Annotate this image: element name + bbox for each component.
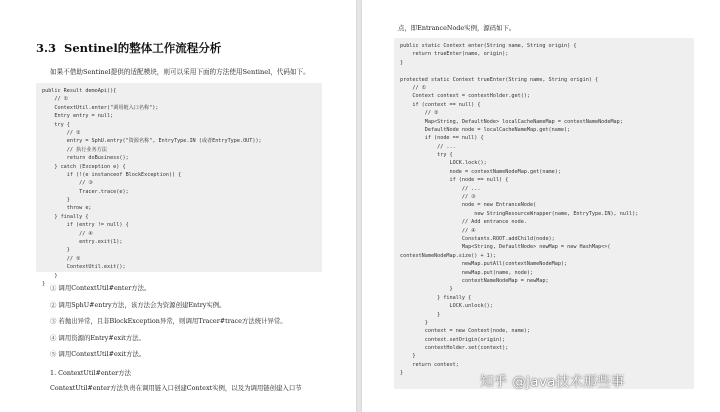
code-line: // ② (42, 129, 81, 136)
code-line: newMap.putAll(contextNameNodeMap); (400, 261, 568, 268)
section-title (36, 40, 221, 56)
code-line: // ⑤ (42, 255, 81, 262)
code-block-true-enter (394, 38, 694, 389)
code-line: new StringResourceWrapper(name, EntryType.IN), null); (400, 210, 639, 217)
code-line: ContextUtil.exit(); (42, 264, 126, 271)
code-line: // ④ (42, 230, 94, 237)
code-line: LOCK.lock(); (400, 160, 487, 167)
code-line: context = new Context(node, name); (400, 328, 530, 335)
code-line: } catch (Exception e) { (42, 163, 126, 170)
code-line: } (42, 247, 70, 254)
code-line: contextHolder.set(context); (400, 345, 509, 352)
code-line: context.setOrigin(origin); (400, 336, 506, 343)
code-line: } (42, 272, 58, 279)
code-line: public Result demoApi(){ (42, 88, 117, 94)
code-line: protected static Context trueEnter(String name, String origin) { (400, 76, 599, 83)
code-line: } (42, 197, 70, 204)
step-item: ③ 若抛出异常，且非BlockException异常，则调用Tracer#trace方法统计异常。 (50, 317, 287, 326)
code-line: } (42, 280, 46, 287)
code-line: // ① (42, 96, 69, 103)
code-line: // ... (400, 143, 456, 150)
step-item: ② 调用SphU#entry方法，该方法会为资源创建Entry实例。 (50, 300, 226, 309)
code-line: Map<String, DefaultNode> localCacheNameMap = contextNameNodeMap; (400, 118, 623, 125)
code-line: } (400, 370, 404, 377)
code-line: // ① (400, 84, 427, 91)
code-line: contextNameNodeMap.size() + 1); (400, 252, 496, 259)
code-line: Entry entry = null; (42, 113, 114, 120)
code-line: node = contextNameNodeMap.get(name); (400, 168, 561, 175)
code-block-demo-api (36, 83, 322, 287)
code-line: throw e; (42, 205, 92, 212)
subheading: 1. ContextUtil#enter方法 (50, 369, 131, 377)
continuation-text: 点，即EntranceNode实例，源码如下。 (398, 24, 516, 32)
code-line: return context; (400, 361, 459, 368)
code-line: LOCK.unlock(); (400, 303, 493, 310)
code-line: DefaultNode node = localCacheNameMap.get(name); (400, 126, 571, 133)
code-line: // Add entrance node. (400, 219, 527, 226)
code-line: return doBusiness(); (42, 155, 129, 162)
code-line: if (context == null) { (400, 101, 481, 108)
right-page (362, 0, 720, 412)
code-line: Tracer.trace(e); (42, 188, 129, 195)
code-line: Constants.ROOT.addChild(node); (400, 235, 555, 242)
code-line: // ... (400, 185, 481, 192)
code-line: if (node == null) { (400, 177, 509, 184)
code-line: } (400, 59, 404, 66)
code-line: try { (42, 121, 70, 128)
code-line: if (entry != null) { (42, 222, 129, 229)
step-item: ① 调用ContextUtil#enter方法。 (50, 284, 151, 292)
code-line: } finally { (400, 294, 472, 301)
code-line: // ③ (400, 194, 476, 201)
code-line: // ② (400, 110, 439, 117)
section-title-text: Sentinel的整体工作流程分析 (64, 41, 222, 55)
code-line: } (400, 319, 428, 326)
code-line: newMap.put(name, node); (400, 269, 534, 276)
code-line: contextNameNodeMap = newMap; (400, 277, 549, 284)
code-line: // 执行业务方法 (42, 146, 107, 153)
intro-paragraph: 如果不借助Sentinel提供的适配模块，则可以采用下面的方法使用Sentinel，代码如下。 (50, 68, 310, 76)
code-line: public static Context enter(String name, String origin) { (400, 43, 577, 49)
code-line: if (!(e instanceof BlockException)) { (42, 171, 182, 178)
step-item: ④ 调用资源的Entry#exit方法。 (50, 333, 145, 342)
code-line: ContextUtil.enter("调用链入口名称"); (42, 104, 159, 111)
code-line (400, 67, 694, 75)
left-page (0, 0, 356, 412)
code-line: node = new EntranceNode( (400, 202, 537, 209)
step-list (50, 283, 287, 366)
code-line: entry.exit(1); (42, 239, 123, 246)
code-line: } (400, 353, 416, 360)
code-line: entry = SphU.entry("资源名称", EntryType.IN (或者EntryType.OUT)); (42, 138, 262, 145)
code-line: Context context = contextHolder.get(); (400, 93, 530, 100)
code-line: return trueEnter(name, origin); (400, 51, 509, 58)
code-line: try { (400, 152, 453, 159)
code-line: } finally { (42, 213, 89, 220)
step-item: ⑤ 调用ContextUtil#exit方法。 (50, 350, 146, 359)
code-line: if (node == null) { (400, 135, 484, 142)
code-line: } (400, 286, 453, 293)
code-line: // ④ (400, 227, 476, 234)
body-paragraph: ContextUtil#enter方法负责在调用链入口创建Context实例，以及为调用链创建入口节 (50, 384, 302, 392)
zhihu-watermark: 知乎 @Java技术那些事 (480, 374, 625, 390)
code-line: Map<String, DefaultNode> newMap = new HashMap<>( (400, 244, 611, 251)
code-line: // ③ (42, 180, 94, 187)
section-number: 3.3 (36, 41, 57, 55)
code-line: } (400, 311, 441, 318)
